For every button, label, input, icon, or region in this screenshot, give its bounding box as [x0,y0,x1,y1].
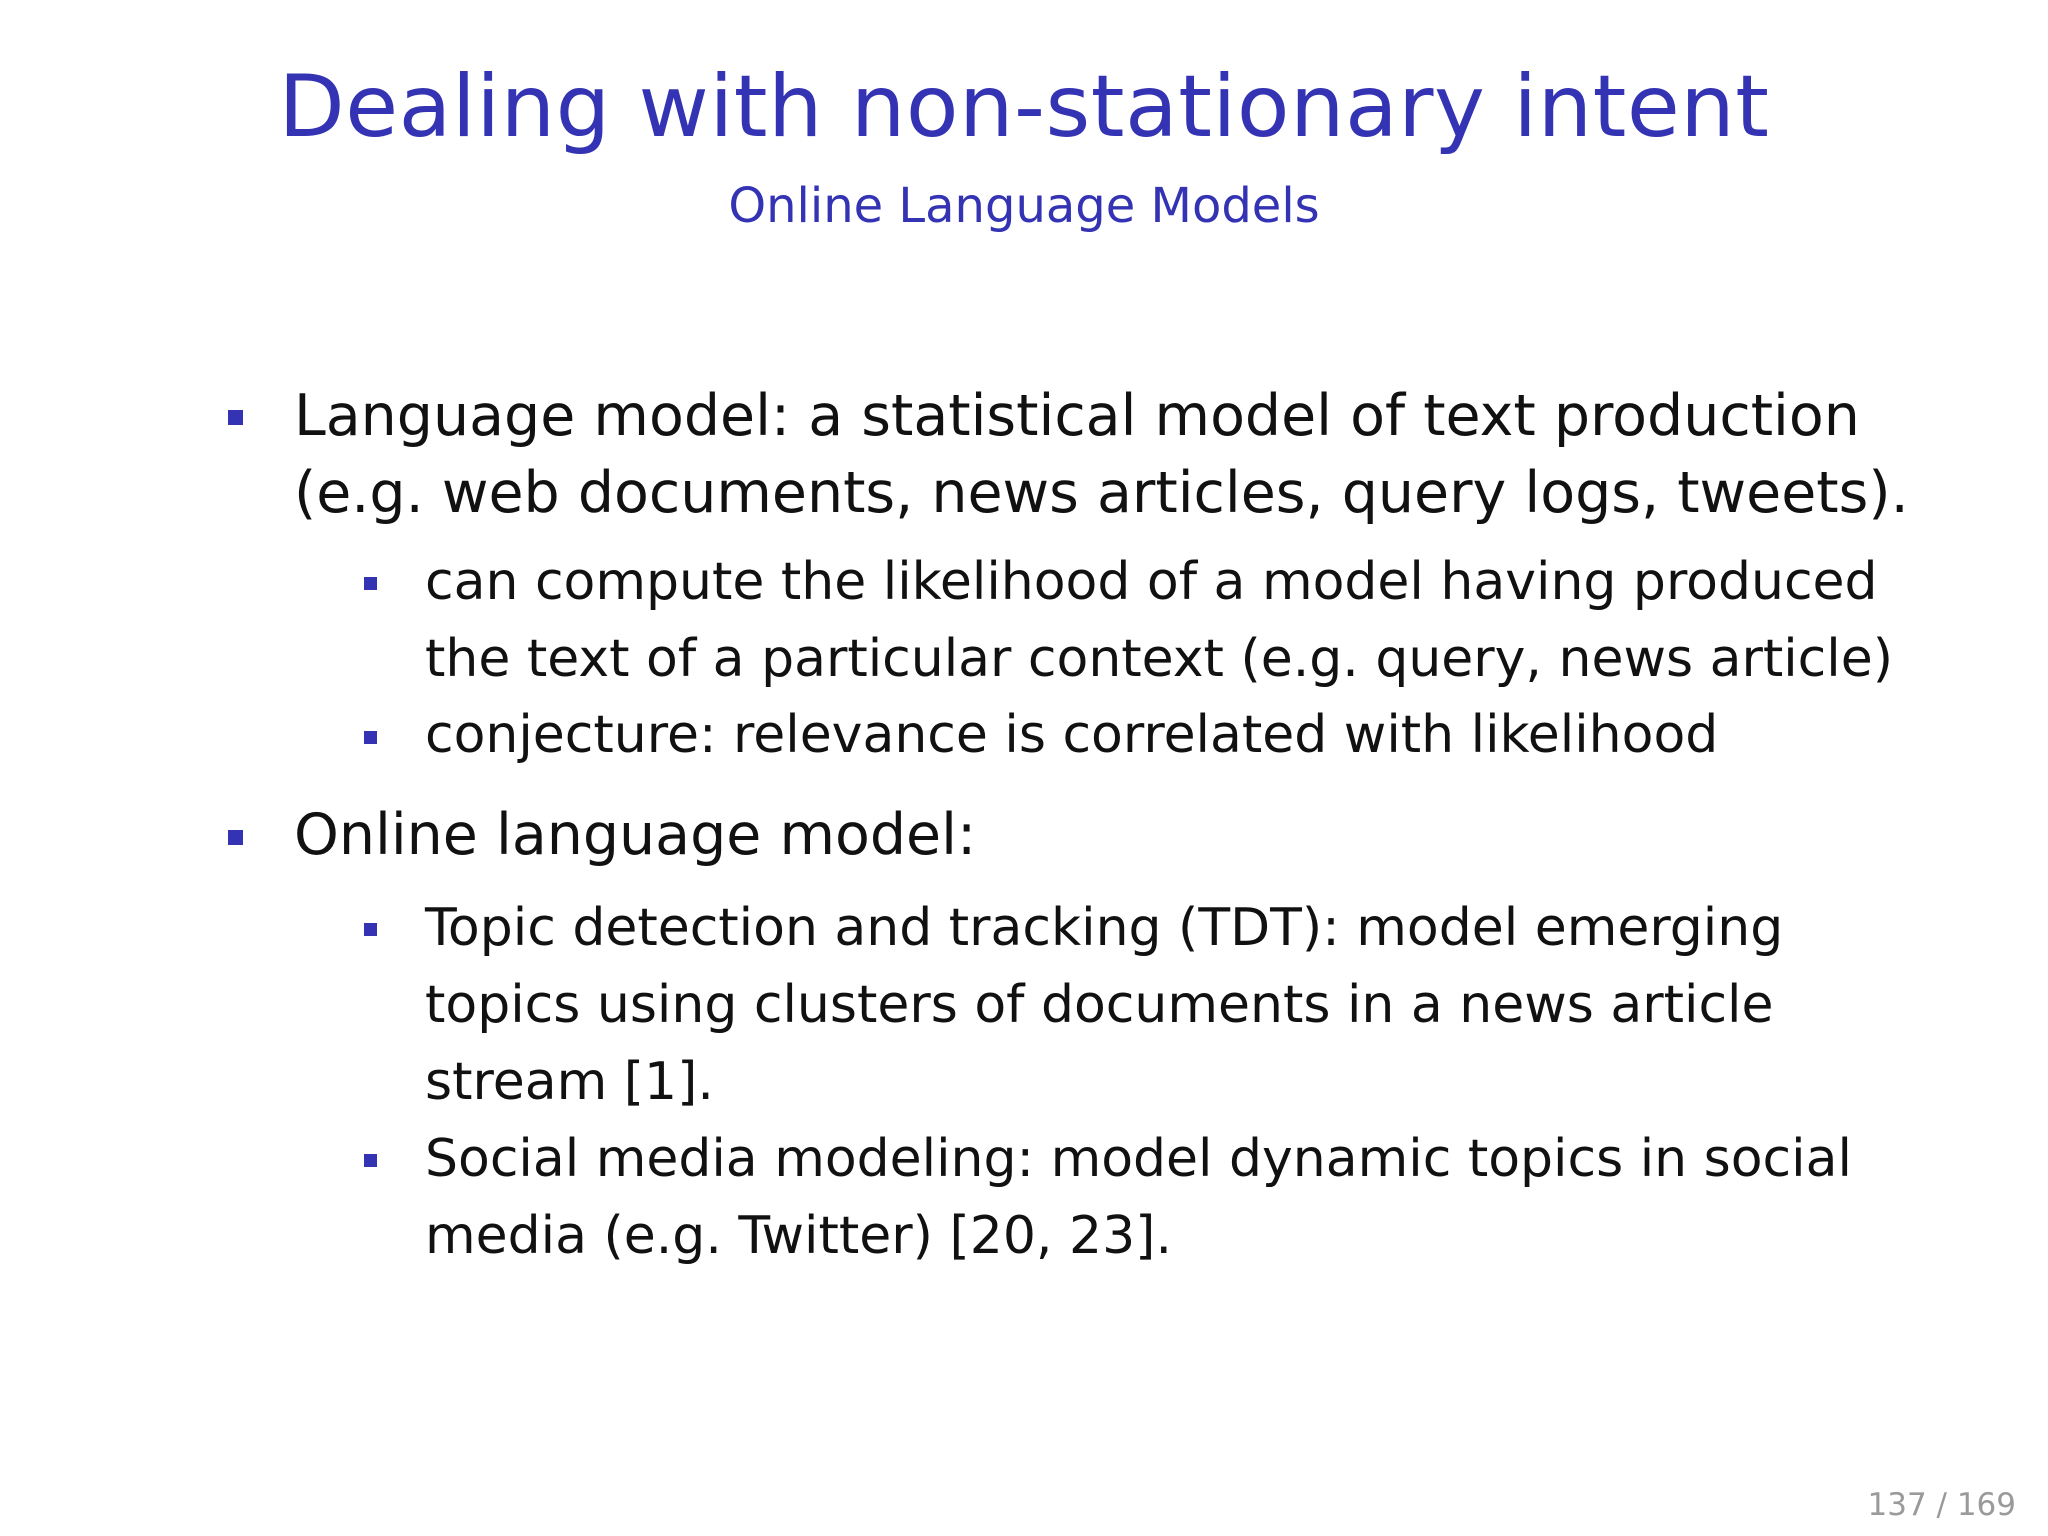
sub-item-1-1-line-1: can compute the likelihood of a model having produced [425,552,1878,612]
bullet-item-1-line-1: Language model: a statistical model of text production [294,383,1860,449]
sub-bullet-marker [364,731,377,744]
sub-item-2-2-line-1: Social media modeling: model dynamic topics in social [425,1129,1852,1189]
bullet-marker [228,410,243,425]
sub-item-1-2-line-1: conjecture: relevance is correlated with likelihood [425,705,1719,765]
sub-bullet-marker [364,577,377,590]
sub-item-2-1-line-3: stream [1]. [425,1052,714,1112]
slide-title: Dealing with non-stationary intent [278,57,1770,157]
sub-item-2-2-line-2: media (e.g. Twitter) [20, 23]. [425,1206,1172,1266]
sub-item-1-1-line-2: the text of a particular context (e.g. query, news article) [425,629,1893,689]
bullet-item-2-line-1: Online language model: [294,802,977,868]
page-number: 137 / 169 [1867,1487,2016,1523]
slide-subtitle: Online Language Models [728,178,1320,234]
sub-bullet-marker [364,923,377,936]
bullet-item-1-line-2: (e.g. web documents, news articles, query logs, tweets). [294,460,1909,526]
bullet-marker [228,830,243,845]
sub-item-2-1-line-2: topics using clusters of documents in a news article [425,975,1774,1035]
sub-bullet-marker [364,1154,377,1167]
sub-item-2-1-line-1: Topic detection and tracking (TDT): model emerging [425,898,1784,958]
